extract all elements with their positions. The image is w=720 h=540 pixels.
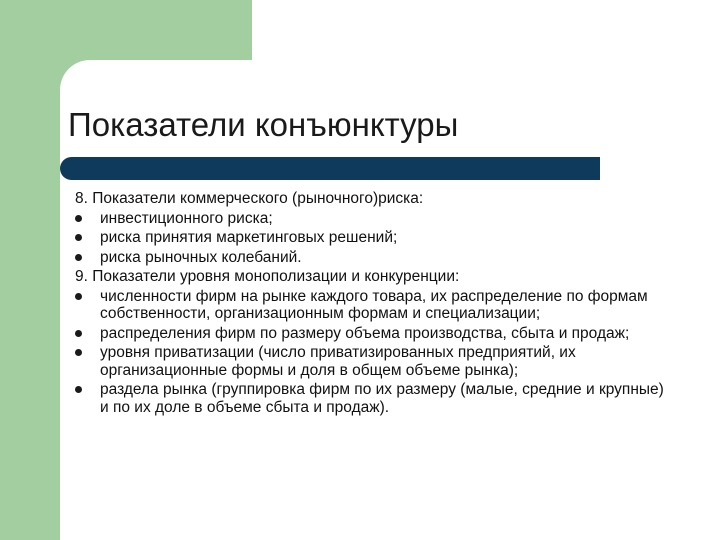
bullet-icon bbox=[75, 349, 82, 356]
list-item-text: раздела рынка (группировка фирм по их размеру (малые, средние и крупные) и по их доле в объеме сбыта и продаж). bbox=[100, 381, 664, 416]
bullet-icon bbox=[75, 293, 82, 300]
list-item bbox=[75, 381, 675, 416]
list-item bbox=[75, 325, 675, 343]
list-item-text: уровня приватизации (число приватизированных предприятий, их организационные формы и доля в общем объеме рынка); bbox=[100, 344, 576, 379]
list-item bbox=[75, 344, 675, 379]
list-item-text: распределения фирм по размеру объема производства, сбыта и продаж; bbox=[100, 324, 630, 342]
list-item bbox=[75, 288, 675, 323]
title-underline-bar bbox=[60, 157, 600, 180]
section-heading-9: 9. Показатели уровня монополизации и конкуренции: bbox=[75, 268, 460, 285]
list-item bbox=[75, 229, 675, 247]
list-item bbox=[75, 210, 675, 228]
list-item bbox=[75, 249, 675, 267]
decor-green-sidebar bbox=[0, 0, 60, 540]
bullet-icon bbox=[75, 234, 82, 241]
bullet-icon bbox=[75, 386, 82, 393]
section-heading-8: 8. Показатели коммерческого (рыночного)риска: bbox=[75, 190, 424, 207]
bullet-icon bbox=[75, 215, 82, 222]
bullet-icon bbox=[75, 254, 82, 261]
list-item-text: риска принятия маркетинговых решений; bbox=[100, 229, 398, 246]
slide-content bbox=[75, 190, 675, 418]
list-item-text: риска рыночных колебаний. bbox=[100, 248, 302, 266]
bullet-icon bbox=[75, 330, 82, 337]
list-item-text: инвестиционного риска; bbox=[100, 209, 273, 227]
slide-title: Показатели конъюнктуры bbox=[68, 106, 459, 143]
list-item-text: численности фирм на рынке каждого товара, их распределение по формам собственности, организационным формам и специализации; bbox=[100, 287, 648, 322]
